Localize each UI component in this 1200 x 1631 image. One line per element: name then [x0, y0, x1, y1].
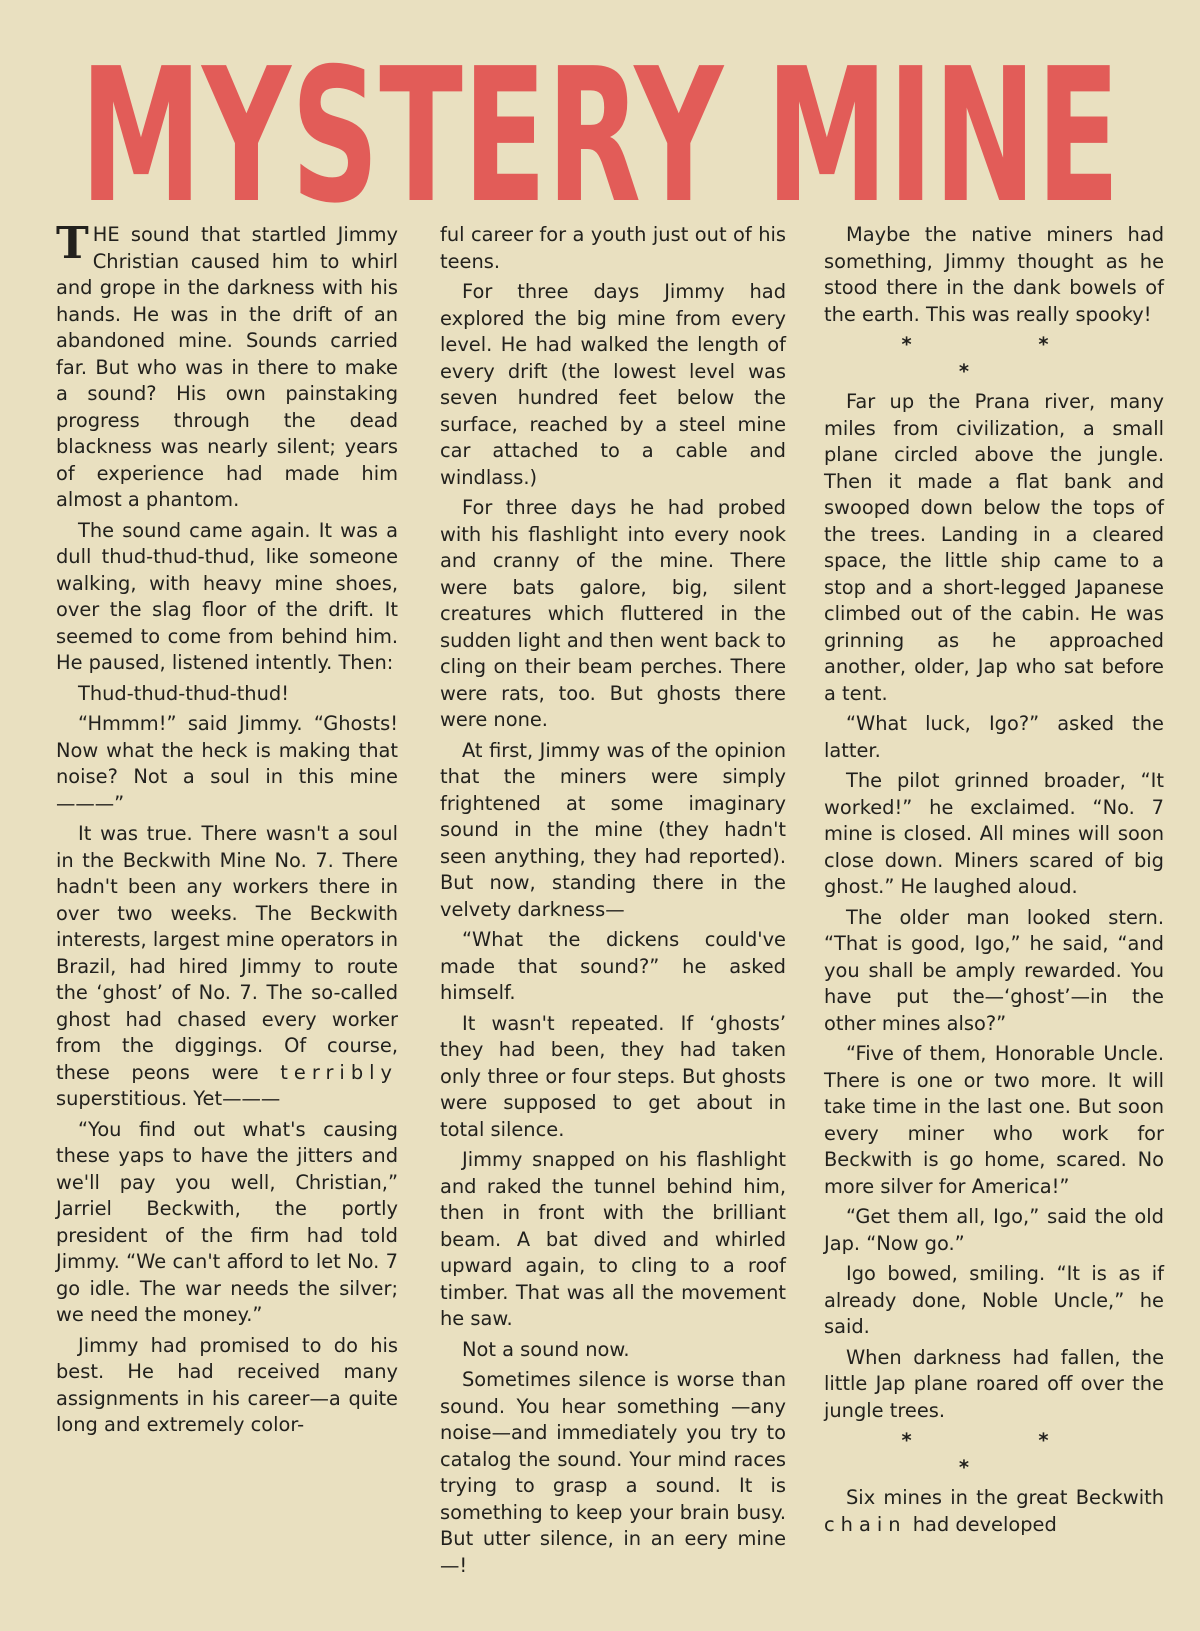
paragraph: THE sound that startled Jimmy Christian caused him to whirl and grope in the darkness with his hands. He was in the drift of an abandoned mine. Sounds carried far. But who was in there to make a sound? His own painstaking progress through the dead blackness was nearly silent; years of experience had made him almost a phantom.: [56, 218, 398, 511]
drop-cap: T: [56, 218, 89, 269]
paragraph: When darkness had fallen, the little Jap plane roared off over the jungle trees.: [824, 1345, 1164, 1422]
column-3: [824, 222, 1164, 1542]
paragraph: The sound came again. It was a dull thud-thud-thud, like someone walking, with heavy mine shoes, over the slag floor of the drift. It seemed to come from behind him. He paused, listened intently. Then:: [56, 518, 398, 674]
paragraph: For three days Jimmy had explored the big mine from every level. He had walked the length of every drift (the lowest level was seven hundred feet below the surface, reached by a steel mine car attached to a cable and windlass.): [440, 280, 786, 489]
paragraph: Maybe the native miners had something, Jimmy thought as he stood there in the dank bowels of the earth. This was really spooky!: [824, 223, 1164, 326]
paragraph: Jimmy snapped on his flashlight and raked the tunnel behind him, then in front with the brilliant beam. A bat dived and whirled upward again, to cling to a roof timber. That was all the movement he saw.: [440, 1148, 786, 1330]
paragraph: Six mines in the great Beckwith chain had developed: [824, 1486, 1164, 1536]
column-1: [56, 218, 398, 1443]
paragraph: “Hmmm!” said Jimmy. “Ghosts! Now what the heck is making that noise? Not a soul in this mine———”: [56, 712, 398, 815]
paragraph: “Get them all, Igo,” said the old Jap. “Now go.”: [824, 1205, 1164, 1255]
paragraph: At first, Jimmy was of the opinion that the miners were simply frightened at some imaginary sound in the mine (they hadn't seen anything, they had reported). But now, standing there in the velvety darkness—: [440, 738, 786, 921]
column-2: [440, 222, 786, 1583]
paragraph: “Five of them, Honorable Uncle. There is one or two more. It will take time in the last one. But soon every miner who work for Beckwith is go home, scared. No more silver for America!”: [824, 1042, 1164, 1198]
paragraph: “What luck, Igo?” asked the latter.: [824, 712, 1164, 762]
paragraph: Sometimes silence is worse than sound. You hear something —any noise—and immediately you try to catalog the sound. Your mind races trying to grasp a sound. It is something to keep your brain busy. But utter silence, in an eery mine—!: [440, 1368, 786, 1577]
paragraph: Igo bowed, smiling. “It is as if already done, Noble Uncle,” he said.: [824, 1262, 1164, 1338]
paragraph: Far up the Prana river, many miles from civilization, a small plane circled above the jungle. Then it made a flat bank and swooped down below the tops of the trees. Landing in a cleared space, the little ship came to a stop and a short-legged Japanese climbed out of the cabin. He was grinning as he approached another, older, Jap who sat before a tent.: [824, 390, 1164, 705]
paragraph: The pilot grinned broader, “It worked!” he exclaimed. “No. 7 mine is closed. All mines will soon close down. Miners scared of big ghost.” He laughed aloud.: [824, 769, 1164, 898]
paragraph: Not a sound now.: [462, 1337, 630, 1361]
paragraph: ful career for a youth just out of his teens.: [440, 223, 786, 273]
paragraph: “What the dickens could've made that sound?” he asked himself.: [440, 928, 786, 1004]
section-break: * * *: [901, 333, 1109, 383]
section-break: * * *: [901, 1429, 1109, 1479]
title-text: MYSTERY MINE: [80, 38, 1120, 218]
story-title: [0, 38, 1200, 218]
paragraph: It was true. There wasn't a soul in the Beckwith Mine No. 7. There hadn't been any workers there in over two weeks. The Beckwith interests, largest mine operators in Brazil, had hired Jimmy to route the ‘ghost’ of No. 7. The so-called ghost had chased every worker from the diggings. Of course, these peons were terribly superstitious. Yet———: [56, 822, 398, 1110]
paragraph: “You find out what's causing these yaps to have the jitters and we'll pay you well, Christian,” Jarriel Beckwith, the portly president of the firm had told Jimmy. “We can't afford to let No. 7 go idle. The war needs the silver; we need the money.”: [56, 1117, 398, 1326]
paragraph: The older man looked stern. “That is good, Igo,” he said, “and you shall be amply rewarded. You have put the—‘ghost’—in the other mines also?”: [824, 905, 1164, 1035]
paragraph: It wasn't repeated. If ‘ghosts’ they had been, they had taken only three or four steps. But ghosts were supposed to get about in total silence.: [440, 1011, 786, 1141]
paragraph: Jimmy had promised to do his best. He had received many assignments in his career—a quite long and extremely color-: [56, 1333, 398, 1436]
paragraph: Thud-thud-thud-thud!: [78, 681, 289, 705]
paragraph: For three days he had probed with his flashlight into every nook and cranny of the mine. There were bats galore, big, silent creatures which fluttered in the sudden light and then went back to cling on their beam perches. There were rats, too. But ghosts there were none.: [440, 496, 786, 731]
